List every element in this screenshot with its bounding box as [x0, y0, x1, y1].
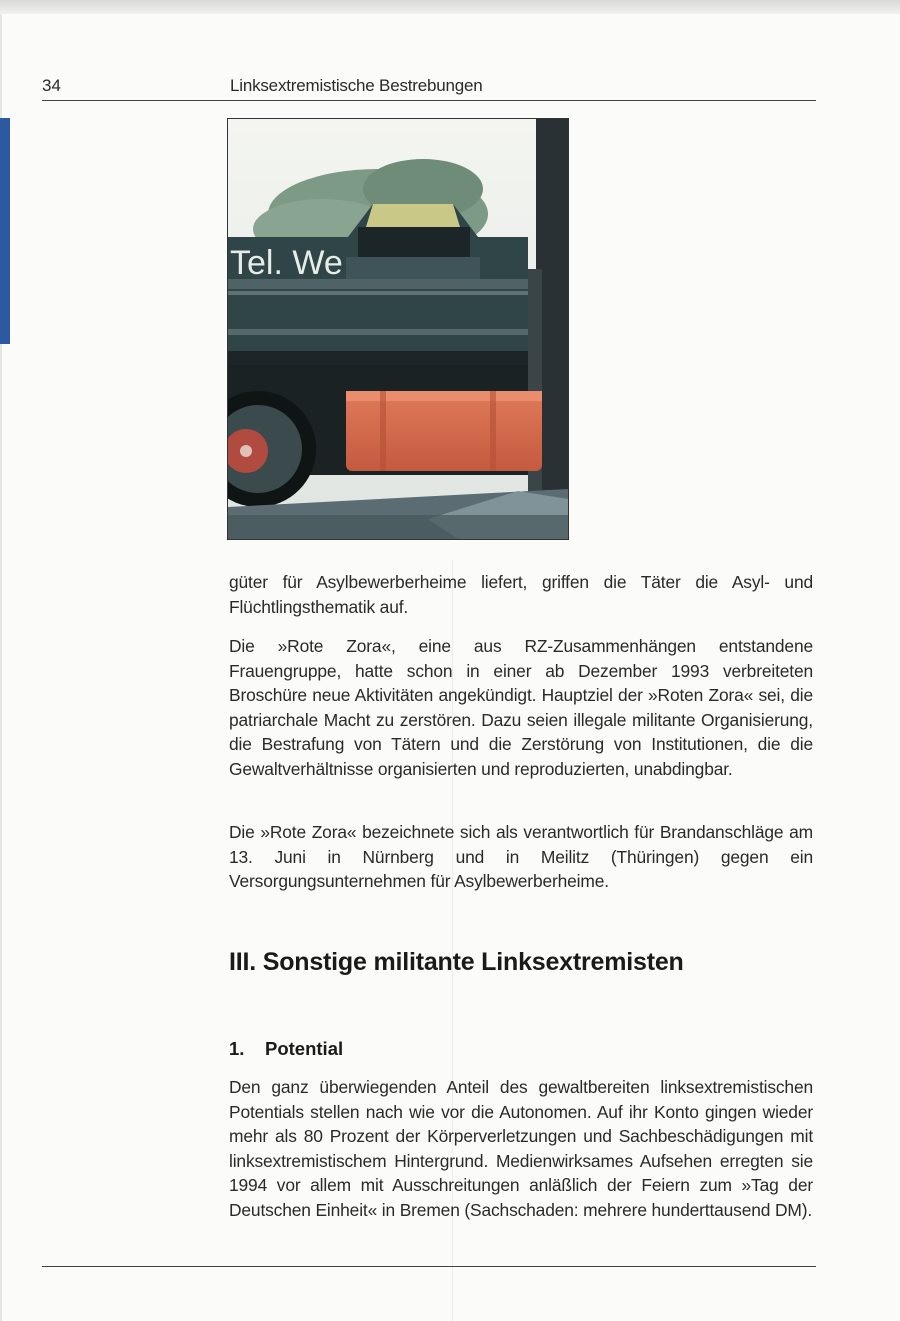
subsection-heading	[229, 1038, 343, 1060]
paragraph-rote-zora-broschuere: Die »Rote Zora«, eine aus RZ-Zusammenhängen entstandene Frauengruppe, hatte schon in einer ab Dezember 1993 verbreiteten Broschüre neue Aktivitäten angekündigt. Hauptziel der »Roten Zora« sei, die patriarchale Macht zu zerstören. Dazu seien illegale militante Organisierung, die Bestrafung von Tätern und die Zerstörung von Institutionen, die die Gewaltverhältnisse organisierten und reproduzierten, unabdingbar.	[229, 636, 813, 779]
paragraph-continuation: güter für Asylbewerberheime liefert, griffen die Täter die Asyl- und Flüchtlingsthematik auf.	[229, 572, 813, 617]
subsection-title: Potential	[265, 1038, 344, 1059]
paragraph-rote-zora-anschlaege: Die »Rote Zora« bezeichnete sich als verantwortlich für Brandanschläge am 13. Juni in Nürnberg und in Meilitz (Thüringen) gegen ein Versorgungsunternehmen für Asylbewerberheime.	[229, 822, 813, 892]
chapter-marker-bar	[0, 118, 10, 344]
section-title: III. Sonstige militante Linksextremisten	[229, 948, 684, 976]
paragraph-potential: Den ganz überwiegenden Anteil des gewaltbereiten linksextremistischen Potentials stellen nach wie vor die Autonomen. Auf ihr Konto gingen wieder mehr als 80 Prozent der Körperverletzungen und Sachbeschädigungen mit linksextremistischem Hintergrund. Medienwirksames Aufsehen erregten sie 1994 vor allem mit Ausschreitungen anläßlich der Feiern zum »Tag der Deutschen Einheit« in Bremen (Sachschaden: mehrere hunderttausend DM).	[229, 1077, 813, 1220]
subsection-number: 1.	[229, 1038, 245, 1059]
page-header	[42, 74, 816, 101]
truck-photo	[227, 118, 569, 540]
footer-rule	[42, 1266, 816, 1267]
running-head: Linksextremistische Bestrebungen	[230, 76, 483, 95]
truck-lettering: Tel. We	[230, 244, 343, 282]
page-number: 34	[42, 76, 61, 95]
page-top-edge	[0, 0, 900, 14]
